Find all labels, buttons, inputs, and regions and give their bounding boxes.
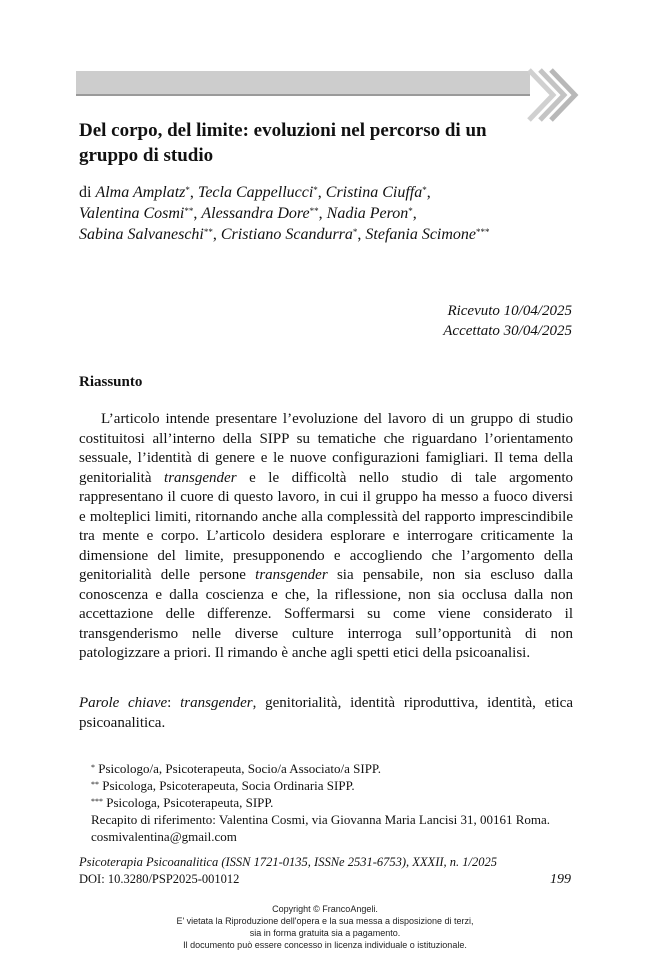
- journal-footer: [79, 854, 573, 888]
- copyright-notice: [0, 903, 650, 951]
- doi-link[interactable]: DOI: 10.3280/PSP2025-001012: [79, 872, 240, 886]
- author-name: Nadia Peron: [326, 205, 409, 222]
- header-rule: [76, 94, 530, 96]
- copyright-line: E' vietata la Riproduzione dell'opera e la sua messa a disposizione di terzi,: [176, 916, 474, 926]
- copyright-line: Copyright © FrancoAngeli.: [272, 904, 378, 914]
- keywords-label: Parole chiave: [79, 695, 168, 711]
- author-mark: *: [408, 206, 413, 216]
- journal-citation: Psicoterapia Psicoanalitica (ISSN 1721-0135, ISSNe 2531-6753), XXXII, n. 1/2025: [79, 855, 497, 869]
- author-name: Tecla Cappellucci: [197, 184, 314, 201]
- copyright-line: Il documento può essere concesso in licenza individuale o istituzionale.: [183, 940, 467, 950]
- author-mark: *: [185, 185, 190, 195]
- abstract-heading: Riassunto: [79, 374, 143, 390]
- keywords: [79, 694, 573, 733]
- author-name: Valentina Cosmi: [79, 205, 185, 222]
- footnote-text: Psicologo/a, Psicoterapeuta, Socio/a Associato/a SIPP.: [95, 761, 381, 776]
- received-date: Ricevuto 10/04/2025: [447, 303, 572, 319]
- author-mark: **: [309, 206, 319, 216]
- author-mark: ***: [476, 227, 490, 237]
- author-name: Cristiano Scandurra: [220, 226, 353, 243]
- author-mark: *: [422, 185, 427, 195]
- author-name: Stefania Scimone: [365, 226, 477, 243]
- abstract-italic-term: transgender: [255, 567, 328, 583]
- keywords-list: , genitorialità, identità riproduttiva, identità, etica psicoanalitica.: [79, 695, 573, 731]
- submission-dates: [443, 301, 572, 341]
- article-title: Del corpo, del limite: evoluzioni nel percorso di un gruppo di studio: [79, 120, 487, 166]
- doi-row: [79, 871, 573, 888]
- footnote-mark: ***: [91, 797, 103, 806]
- authors-prefix: di: [79, 184, 96, 201]
- footnote: [79, 794, 573, 811]
- header-band: [76, 71, 530, 94]
- accepted-date: Accettato 30/04/2025: [443, 323, 572, 339]
- correspondence-note: Recapito di riferimento: Valentina Cosmi, via Giovanna Maria Lancisi 31, 00161 Roma. cosmivalentina@gmail.com: [91, 812, 550, 844]
- author-name: Cristina Ciuffa: [325, 184, 423, 201]
- copyright-line: sia in forma gratuita sia a pagamento.: [249, 928, 401, 938]
- author-mark: *: [313, 185, 318, 195]
- author-mark: **: [203, 227, 213, 237]
- author-name: Sabina Salvaneschi: [79, 226, 204, 243]
- author-name: Alma Amplatz: [95, 184, 186, 201]
- abstract-text: sia pensabile, non sia escluso dalla conoscenza e dalla coscienza e che, la riflessione, non sia occlusa dalla non accettazione delle differenze. Soffermarsi su come viene considerato il transgenderismo nelle diverse culture interroga sull’opportunità di non patologizzare a priori. Il rimando è anche agli spetti etici della psicoanalisi.: [79, 567, 573, 661]
- footnote-mark: *: [91, 763, 95, 772]
- abstract-body: [79, 410, 573, 664]
- author-mark: **: [184, 206, 194, 216]
- page-number: 199: [550, 872, 571, 887]
- keywords-separator: :: [167, 695, 181, 711]
- footnote: [79, 760, 573, 777]
- keyword-italic: transgender: [180, 695, 253, 711]
- footnote-mark: **: [91, 780, 99, 789]
- footnote-text: Psicologa, Psicoterapeuta, Socia Ordinaria SIPP.: [99, 778, 355, 793]
- footnote-text: Psicologa, Psicoterapeuta, SIPP.: [103, 795, 274, 810]
- author-list: di Alma Amplatz*, Tecla Cappellucci*, Cristina Ciuffa*, Valentina Cosmi**, Alessandra Dore**, Nadia Peron*, Sabina Salvaneschi**, Cristiano Scandurra*, Stefania Scimone***: [79, 184, 490, 243]
- author-mark: *: [352, 227, 358, 237]
- footnotes: [79, 760, 573, 845]
- abstract-text: e le difficoltà nello studio di tale argomento rappresentano il cuore di questo lavoro, in cui il gruppo ha messo a fuoco diversi e molteplici limiti, ritornando anche alla complessità del rapporto imprescindibile tra mente e corpo. L’articolo desidera esplorare e interrogare criticamente la dimensione del limite, presupponendo e accogliendo che l’argomento della genitorialità delle persone: [79, 469, 573, 583]
- chevron-arrows-icon: [525, 66, 581, 124]
- author-name: Alessandra Dore: [201, 205, 310, 222]
- abstract-text: L’articolo intende presentare l’evoluzione del lavoro di un gruppo di studio costituitosi all’interno della SIPP su tematiche che riguardano l’orientamento sessuale, l’identità di genere e le nuove configurazioni famigliari. Il tema della genitorialità: [79, 411, 573, 486]
- abstract-italic-term: transgender: [164, 469, 237, 486]
- footnote: [79, 777, 573, 794]
